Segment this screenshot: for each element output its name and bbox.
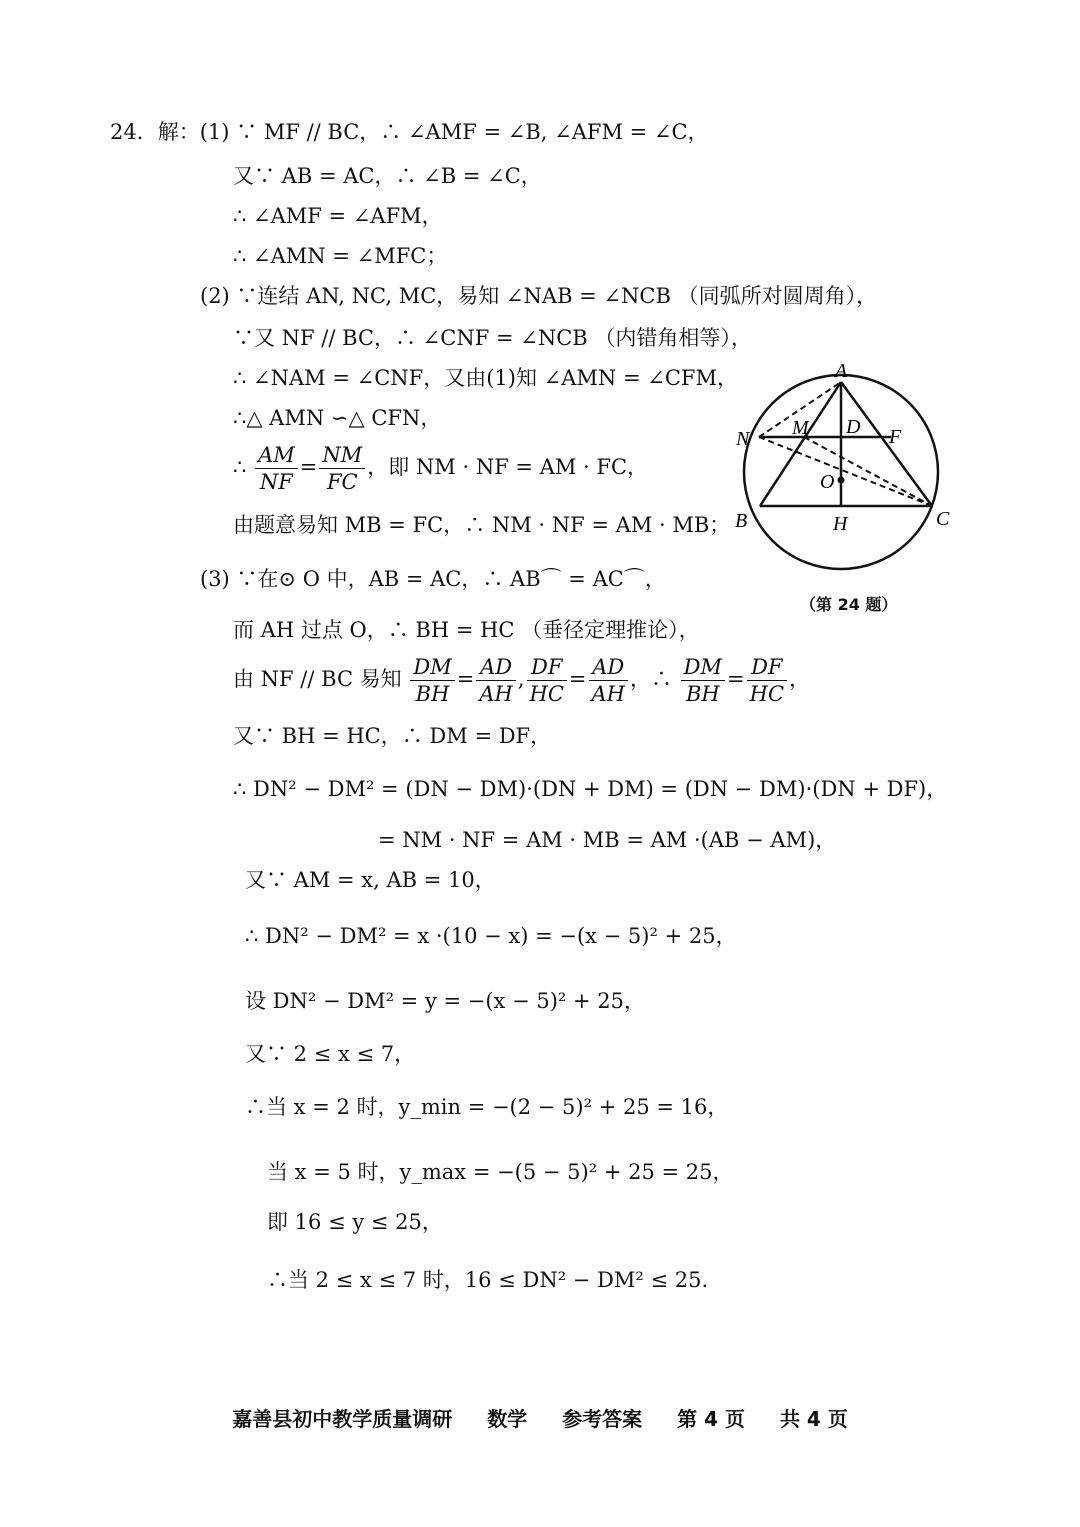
line-4: ∴ ∠AMN = ∠MFC； (233, 244, 448, 268)
fraction-dm-bh: $\frac{DM}{BH}$ (410, 654, 454, 707)
line-10: 由题意易知 MB = FC，∴ NM · NF = AM · MB； (233, 513, 731, 537)
footer-total: 共 4 页 (779, 1407, 848, 1431)
fraction-dm-bh-2: $\frac{DM}{BH}$ (681, 654, 725, 707)
fraction-ad-ah-2: $\frac{AD}{AH}$ (589, 654, 628, 707)
fraction-df-hc-2: $\frac{DF}{HC}$ (747, 654, 787, 707)
label-b: B (735, 510, 748, 532)
line-15: ∴ DN² − DM² = (DN − DM)·(DN + DM) = (DN − DM)·(DN + DF)， (233, 777, 948, 801)
label-c: C (936, 508, 950, 530)
equals: = (299, 455, 318, 479)
label-a: A (835, 360, 848, 382)
footer-type: 参考答案 (562, 1407, 643, 1431)
line-7: ∴ ∠NAM = ∠CNF，又由(1)知 ∠AMN = ∠CFM， (233, 366, 738, 390)
line-2: 又∵ AB = AC，∴ ∠B = ∠C， (233, 164, 542, 188)
center-point-o (838, 477, 845, 484)
line-3: ∴ ∠AMF = ∠AFM， (233, 204, 443, 228)
fraction-am-nf: $\frac{AM}{NF}$ (255, 442, 298, 495)
line-9 (233, 442, 648, 495)
line-23: 即 16 ≤ y ≤ 25， (267, 1210, 443, 1234)
line-18: ∴ DN² − DM² = x ·(10 − x) = −(x − 5)² + 25， (245, 924, 737, 948)
therefore-symbol: ∴ (233, 455, 247, 479)
line-5: (2) ∵连结 AN, NC, MC，易知 ∠NAB = ∠NCB （同弧所对圆周角）， (200, 284, 878, 308)
fraction-df-hc: $\frac{DF}{HC}$ (527, 654, 567, 707)
line-24: ∴当 2 ≤ x ≤ 7 时，16 ≤ DN² − DM² ≤ 25. (267, 1268, 709, 1292)
line-13-head: 由 NF // BC 易知 (233, 667, 402, 691)
line-20: 又∵ 2 ≤ x ≤ 7， (245, 1042, 416, 1066)
side-ac (841, 382, 932, 506)
figure-caption: （第 24 题） (800, 595, 898, 614)
footer-school: 嘉善县初中教学质量调研 (232, 1407, 453, 1431)
label-h: H (833, 513, 848, 535)
fraction-nm-fc: $\frac{NM}{FC}$ (319, 442, 365, 495)
line-9-tail: ，即 NM · NF = AM · FC， (367, 455, 649, 479)
label-n: N (736, 428, 750, 450)
line-16: = NM · NF = AM · MB = AM ·(AB − AM)， (378, 828, 837, 852)
line-8: ∴△ AMN ∽△ CFN， (233, 406, 442, 430)
line-1: 24．解：(1) ∵ MF // BC，∴ ∠AMF = ∠B, ∠AFM = ∠C， (110, 120, 709, 144)
line-19: 设 DN² − DM² = y = −(x − 5)² + 25， (245, 989, 645, 1013)
line-13-mid: ，∴ (629, 667, 672, 691)
fraction-ad-ah: $\frac{AD}{AH}$ (476, 654, 515, 707)
line-21: ∴当 x = 2 时，y_min = −(2 − 5)² + 25 = 16， (245, 1095, 729, 1119)
circle-triangle-figure (722, 355, 972, 625)
footer-page: 第 4 页 (677, 1407, 745, 1431)
line-12: 而 AH 过点 O，∴ BH = HC （垂径定理推论）， (233, 618, 700, 642)
label-d: D (846, 416, 861, 438)
label-m: M (792, 417, 809, 439)
line-11: (3) ∵在⊙ O 中，AB = AC，∴ AB⌒ = AC⌒， (200, 567, 666, 591)
line-14: 又∵ BH = HC，∴ DM = DF， (233, 724, 552, 748)
page-footer (0, 1403, 1080, 1432)
label-o: O (820, 471, 835, 493)
line-6: ∵又 NF // BC，∴ ∠CNF = ∠NCB （内错角相等）， (233, 326, 752, 350)
line-22: 当 x = 5 时，y_max = −(5 − 5)² + 25 = 25， (267, 1160, 734, 1184)
line-17: 又∵ AM = x, AB = 10， (245, 868, 496, 892)
label-f: F (889, 426, 902, 448)
line-13: 由 NF // BC 易知 $\frac{DM}{BH}$ = $\frac{AD}{AH}$ , $\frac{DF}{HC}$ = $\frac{AD}{AH}$ ，∴ $\frac{DM}{BH}$ = $\frac{DF}{HC}$ ， (233, 655, 811, 706)
footer-subject: 数学 (487, 1407, 528, 1431)
